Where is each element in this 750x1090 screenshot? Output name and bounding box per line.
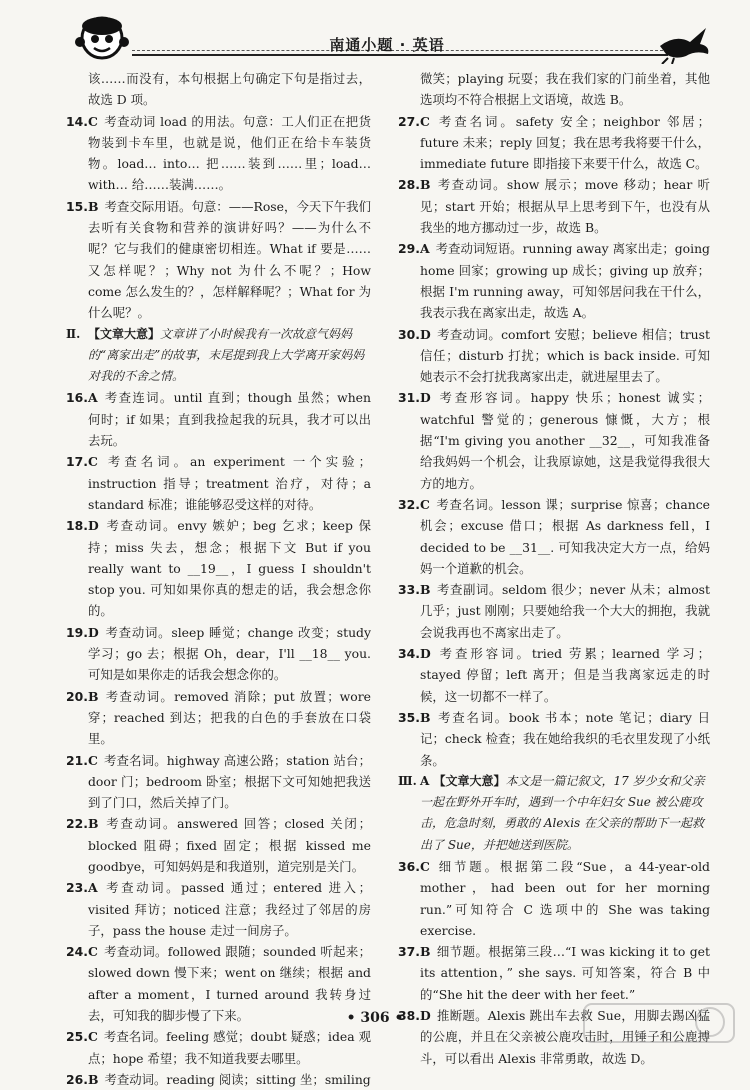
answer-letter: A <box>88 880 98 896</box>
item-explanation <box>88 1069 371 1090</box>
answer-item <box>398 387 710 493</box>
section-tag: 【文章大意】 <box>88 326 161 341</box>
section-text <box>88 324 371 388</box>
item-explanation <box>88 813 371 877</box>
continued-text: 该……而没有，本句根据上句确定下句是指过去，故选 D 项。 <box>88 71 371 108</box>
answer-letter: C <box>420 858 430 874</box>
explanation-text: 考查连词。until 直到；though 虽然；when 何时；if 如果；直到我捡起我的玩具，我才可以出去玩。 <box>88 390 371 449</box>
item-explanation <box>88 622 371 686</box>
section-number: Ⅱ. <box>66 326 81 341</box>
answer-letter: B <box>88 1071 99 1087</box>
explanation-text: 考查交际用语。句意：——Rose，今天下午我们去听有关食物和营养的演讲好吗？——为什么不呢？它与我们的健康密切相连。What if 要是……又怎样呢？；Why not 为什么不呢？；How come 怎么发生的？，怎样解释呢？；What for 为什么呢？。 <box>88 198 371 321</box>
item-explanation <box>88 1026 371 1069</box>
watermark-logo <box>582 1000 742 1046</box>
section-tag: A 【文章大意】 <box>420 773 506 788</box>
item-explanation <box>420 238 710 323</box>
item-number: 34. <box>398 646 420 662</box>
answer-letter: A <box>88 390 98 406</box>
answer-letter: D <box>420 646 431 662</box>
explanation-text: 考查动词。sleep 睡觉；change 改变；study 学习；go 去；根据 Oh，dear，I'll __18__ you. 可知是如果你走的话我会想念你的。 <box>88 624 371 683</box>
explanation-text: 考查动词短语。running away 离家出走；going home 回家；growing up 成长；giving up 放弃；根据 I'm running away，可知邻居问我在干什么，我表示我在离家出走，故选 A。 <box>420 241 710 321</box>
section-summary <box>398 771 710 856</box>
explanation-text: 考查名词。book 书本；note 笔记；diary 日记；check 检查；我在她给我织的毛衣里发现了小纸条。 <box>420 709 710 768</box>
continued-text: 微笑；playing 玩耍；我在我们家的门前坐着，其他选项均不符合根据上文语境，故选 B。 <box>420 71 710 108</box>
answer-item <box>66 196 371 324</box>
answer-letter: D <box>88 624 99 640</box>
answer-item <box>66 813 371 877</box>
item-explanation <box>420 387 710 493</box>
item-number: 20. <box>66 688 88 704</box>
item-explanation <box>88 451 371 515</box>
explanation-text: 考查名词。safety 安全；neighbor 邻居；future 未来；reply 回复；我在思考我将要干什么，immediate future 即指接下来要干什么，故选 C。 <box>420 113 710 172</box>
explanation-text: 细节题。根据第三段…“I was kicking it to get its attention，” she says. 可知答案，符合 B 中的“She hit the deer with her feet.” <box>420 944 710 1002</box>
answer-item <box>66 451 371 515</box>
item-number: 26. <box>66 1071 88 1087</box>
summary-text: 本文是一篇记叙文，17 岁少女和父亲一起在野外开车时，遇到一个中年妇女 Sue 被公鹿攻击，危急时刻，勇敢的 Alexis 在父亲的帮助下一起救出了 Sue，并把她送到医院。 <box>420 773 705 852</box>
answer-item <box>66 111 371 196</box>
section-summary <box>66 324 371 388</box>
item-number: 25. <box>66 1029 88 1045</box>
item-number: 19. <box>66 624 88 640</box>
explanation-text: 考查名词。feeling 感觉；doubt 疑惑；idea 观点；hope 希望；我不知道我要去哪里。 <box>88 1029 371 1066</box>
item-number: 35. <box>398 709 420 725</box>
answer-letter: D <box>420 326 431 342</box>
answer-letter: D <box>420 390 431 406</box>
answer-letter: C <box>88 944 98 960</box>
answer-item <box>398 856 710 941</box>
explanation-text: 考查形容词。tried 劳累；learned 学习；stayed 停留；left 离开；但是当我离家远走的时候，这一切都不一样了。 <box>420 646 710 704</box>
answer-letter: B <box>420 709 431 725</box>
item-explanation <box>420 707 710 771</box>
answer-item <box>66 750 371 814</box>
item-number: 16. <box>66 390 88 406</box>
section-text <box>420 771 710 856</box>
item-explanation <box>420 494 710 579</box>
explanation-text: 考查动词。answered 回答；closed 关闭；blocked 阻碍；fixed 固定；根据 kissed me goodbye，可知妈妈是和我道别，道完别是关门。 <box>88 816 371 874</box>
answer-item <box>398 707 710 771</box>
answer-item <box>66 387 371 451</box>
explanation-text: 考查动词。passed 通过；entered 进入；visited 拜访；noticed 注意；我经过了邻居的房子，pass the house 走过一间房子。 <box>88 880 371 938</box>
explanation-text: 考查形容词。happy 快乐；honest 诚实；watchful 警觉的；generous 慷慨，大方；根据“I'm giving you another __32__，可知我准备给我妈妈一个机会，让我原谅她，这是我觉得我很大方的地方。 <box>420 390 710 491</box>
answer-letter: B <box>88 816 99 832</box>
item-explanation <box>88 877 371 941</box>
item-number: 18. <box>66 518 88 534</box>
explanation-text: 推断题。Alexis 跳出车去救 Sue，用脚去踢凶猛的公鹿，并且在父亲被公鹿攻击时，用锤子和公鹿搏斗，可以看出 Alexis 非常勇敢，故选 D。 <box>420 1008 710 1066</box>
item-number: 28. <box>398 177 420 193</box>
item-explanation <box>420 856 710 941</box>
section-number: Ⅲ. <box>398 773 417 788</box>
item-number: 31. <box>398 390 420 406</box>
item-explanation <box>88 387 371 451</box>
explanation-text: 考查动词。removed 消除；put 放置；wore 穿；reached 到达；把我的白色的手套放在口袋里。 <box>88 688 371 747</box>
item-explanation <box>88 750 371 814</box>
item-explanation <box>420 643 710 707</box>
explanation-text: 考查动词。followed 跟随；sounded 听起来；slowed down 慢下来；went on 继续；根据 and after a moment，I turned around 我转身过去，可知我的脚步慢了下来。 <box>88 944 371 1024</box>
answer-item <box>398 941 710 1005</box>
item-number: 17. <box>66 454 88 470</box>
explanation-text: 细节题。根据第二段“Sue，a 44-year-old mother，had been out for her morning run.”可知符合 C 选项中的 She was taking exercise. <box>420 858 710 938</box>
item-number: 23. <box>66 880 88 896</box>
item-number: 15. <box>66 198 88 214</box>
item-number: 21. <box>66 752 88 768</box>
page-header <box>62 12 712 64</box>
answer-letter: B <box>420 582 431 598</box>
item-number: 33. <box>398 582 420 598</box>
answer-letter: C <box>88 752 98 768</box>
answer-item <box>66 877 371 941</box>
answer-letter: C <box>88 113 98 129</box>
item-number: 14. <box>66 113 88 129</box>
item-number: 22. <box>66 816 88 832</box>
answer-letter: C <box>88 1029 98 1045</box>
explanation-text: 考查名词。highway 高速公路；station 站台；door 门；bedroom 卧室；根据下文可知她把我送到了门口，然后关掉了门。 <box>88 752 371 811</box>
answer-item <box>66 686 371 750</box>
explanation-text: 考查动词。reading 阅读；sitting 坐；smiling <box>104 1071 371 1087</box>
answer-item <box>66 1026 371 1069</box>
item-explanation <box>88 196 371 324</box>
item-number: 30. <box>398 326 420 342</box>
left-column <box>66 68 371 1090</box>
explanation-text: 考查动词。show 展示；move 移动；hear 听见；start 开始；根据从早上思考到下午，也没有从我坐的地方挪动过一步，故选 B。 <box>420 177 710 236</box>
item-number: 38. <box>398 1008 420 1024</box>
explanation-text: 考查副词。seldom 很少；never 从未；almost 几乎；just 刚刚；只要她给我一个大大的拥抱，我就会说我再也不离家出走了。 <box>420 582 710 640</box>
item-explanation <box>420 941 710 1005</box>
answer-item <box>398 238 710 323</box>
answer-item <box>398 579 710 643</box>
answer-item <box>398 494 710 579</box>
summary-text: 文章讲了小时候我有一次故意气妈妈的“离家出走”的故事，末尾提到我上大学离开家妈妈对我的不舍之情。 <box>88 326 365 384</box>
item-explanation <box>420 324 710 388</box>
answer-letter: C <box>420 113 430 129</box>
item-explanation <box>88 686 371 750</box>
item-number: 24. <box>66 944 88 960</box>
explanation-text: 考查动词。envy 嫉妒；beg 乞求；keep 保持；miss 失去，想念；根据下文 But if you really want to __19__，I guess I shouldn't stop you. 可知如果你真的想走的话，我会想念你的。 <box>88 518 371 619</box>
answer-item <box>66 515 371 621</box>
item-explanation <box>420 111 710 175</box>
answer-item <box>398 324 710 388</box>
answer-item <box>66 1069 371 1090</box>
item-number: 27. <box>398 113 420 129</box>
explanation-text: 考查名词。an experiment 一个实验；instruction 指导；treatment 治疗，对待；a standard 标准；谁能够忍受这样的对待。 <box>88 454 371 512</box>
answer-letter: A <box>420 241 430 257</box>
answer-letter: D <box>88 518 99 534</box>
item-number: 36. <box>398 858 420 874</box>
answer-item <box>66 622 371 686</box>
right-column <box>398 68 710 1069</box>
item-explanation <box>88 515 371 621</box>
explanation-text: 考查名词。lesson 课；surprise 惊喜；chance 机会；excuse 借口；根据 As darkness fell，I decided to be __31__. 可知我决定大方一点，给妈妈一个道歉的机会。 <box>420 496 710 576</box>
explanation-text: 考查动词 load 的用法。句意：工人们正在把货物装到卡车里，也就是说，他们正在给卡车装货物。load… into… 把……装到……里；load… with… 给……装满……。 <box>88 113 371 193</box>
page-number: • 306 • <box>346 1010 404 1026</box>
answer-item <box>398 111 710 175</box>
answer-letter: B <box>88 688 99 704</box>
answer-letter: C <box>420 496 430 512</box>
answer-letter: D <box>420 1008 431 1024</box>
answer-letter: B <box>420 177 431 193</box>
item-explanation <box>88 111 371 196</box>
answer-item <box>398 174 710 238</box>
answer-item <box>398 643 710 707</box>
item-explanation <box>420 174 710 238</box>
bird-icon <box>656 24 712 64</box>
page-title: 南通小题 · 英语 <box>329 36 445 54</box>
item-number: 29. <box>398 241 420 257</box>
answer-letter: C <box>88 454 98 470</box>
answer-letter: B <box>420 944 431 960</box>
item-number: 37. <box>398 944 420 960</box>
item-explanation <box>420 579 710 643</box>
item-number: 32. <box>398 496 420 512</box>
explanation-text: 考查动词。comfort 安慰；believe 相信；trust 信任；disturb 打扰；which is back inside. 可知她表示不会打扰我离家出走，就进屋里去了。 <box>420 326 710 385</box>
answer-letter: B <box>88 198 99 214</box>
